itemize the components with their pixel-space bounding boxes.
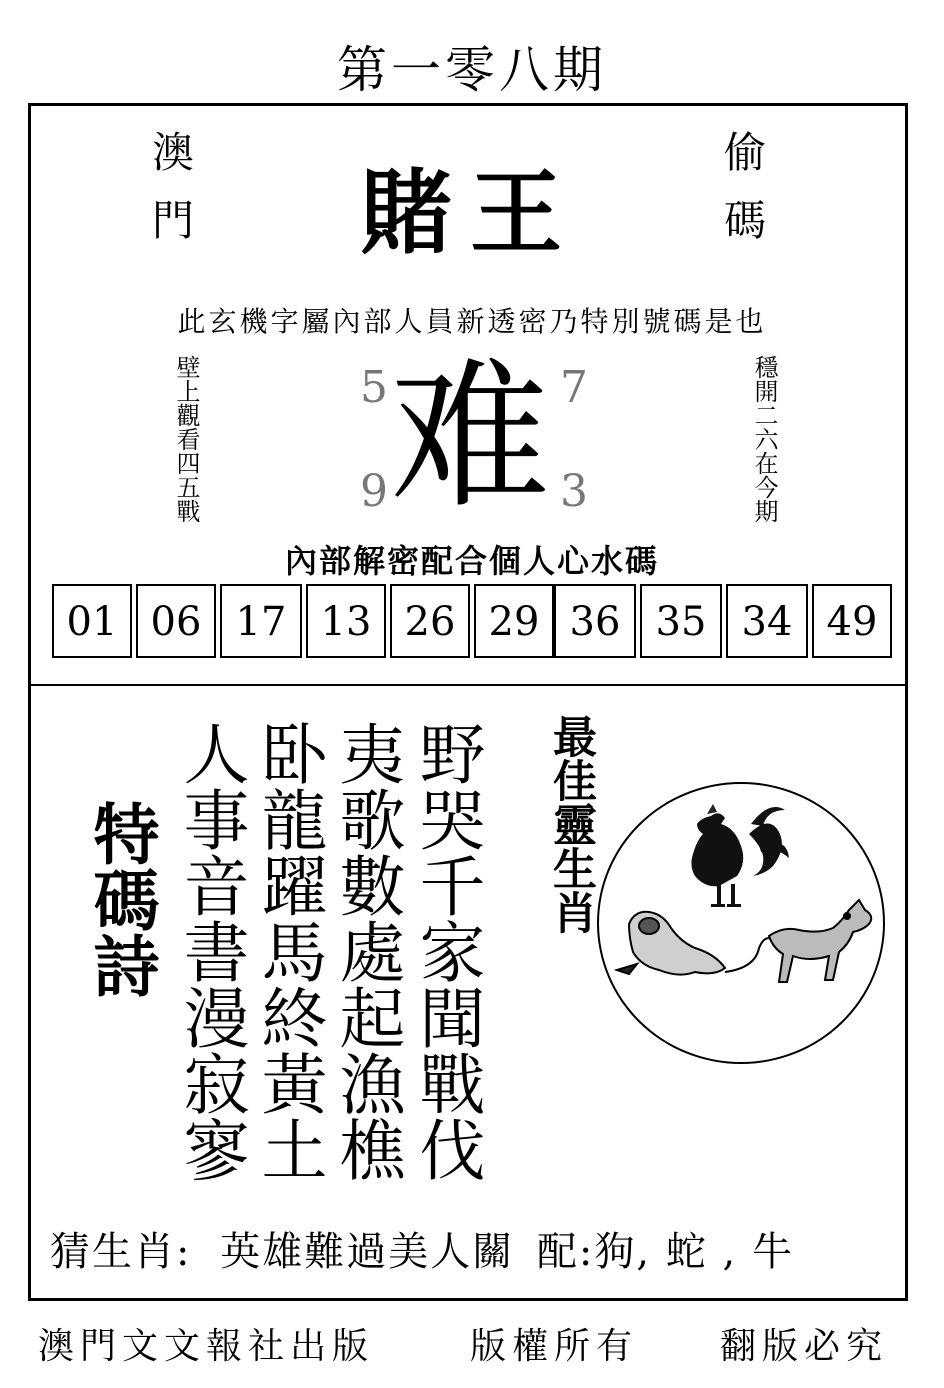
- issue-number: 第一零八期: [337, 41, 607, 99]
- hint-number: 5: [360, 362, 388, 413]
- zodiac-circle: [597, 782, 885, 1064]
- match-prefix: 配:: [536, 1229, 595, 1275]
- number-box: 35: [640, 584, 722, 658]
- number-box: 17: [220, 584, 302, 658]
- riddle-character: 难: [389, 343, 550, 530]
- poem-line: 人事音書漫寂寥: [172, 720, 249, 1182]
- number-row: [52, 584, 892, 660]
- title-left-macau: 澳門: [146, 130, 195, 266]
- side-note-right: 穩開二六在今期: [750, 355, 778, 523]
- guess-row: [50, 1220, 794, 1277]
- footer-publisher: 澳門文文報社出版: [38, 1326, 375, 1367]
- number-box: 34: [726, 584, 808, 658]
- rooster-icon: [691, 804, 789, 907]
- number-box: 26: [390, 584, 470, 658]
- number-box: 13: [306, 584, 386, 658]
- intro-line: 此玄機字屬內部人員新透密乃特別號碼是也: [177, 305, 767, 338]
- number-box: 01: [52, 584, 132, 658]
- best-zodiac-label: 最佳靈生肖: [545, 714, 596, 934]
- hint-number: 3: [560, 466, 588, 517]
- guess-clue: 英雄難過美人關: [220, 1229, 515, 1275]
- numbers-heading: 內部解密配合個人心水碼: [284, 542, 659, 580]
- footer-piracy: 翻版必究: [720, 1326, 889, 1367]
- number-box: 49: [812, 584, 892, 658]
- main-title: 賭王: [359, 160, 580, 267]
- mouse-icon: [617, 912, 769, 975]
- guess-answers: 狗, 蛇 , 牛: [594, 1229, 794, 1275]
- side-note-left: 壁上觀看四五戰: [172, 355, 200, 523]
- number-box: 36: [554, 584, 636, 658]
- poem-line: 野哭千家聞戰伐: [408, 720, 485, 1182]
- poem-line: 夷歌數處起漁樵: [328, 720, 405, 1182]
- hint-number: 7: [560, 362, 588, 413]
- dog-icon: [769, 900, 871, 982]
- number-box: 06: [136, 584, 216, 658]
- footer-rights: 版權所有: [470, 1326, 639, 1367]
- number-box: 29: [474, 584, 554, 658]
- title-right-secret-code: 偷碼: [718, 130, 767, 266]
- guess-prefix: 猜生肖:: [50, 1229, 192, 1275]
- poem-label: 特碼詩: [82, 800, 159, 998]
- hint-number: 9: [360, 466, 388, 517]
- section-divider: [28, 684, 908, 686]
- poem-line: 卧龍躍馬終黃土: [250, 720, 327, 1182]
